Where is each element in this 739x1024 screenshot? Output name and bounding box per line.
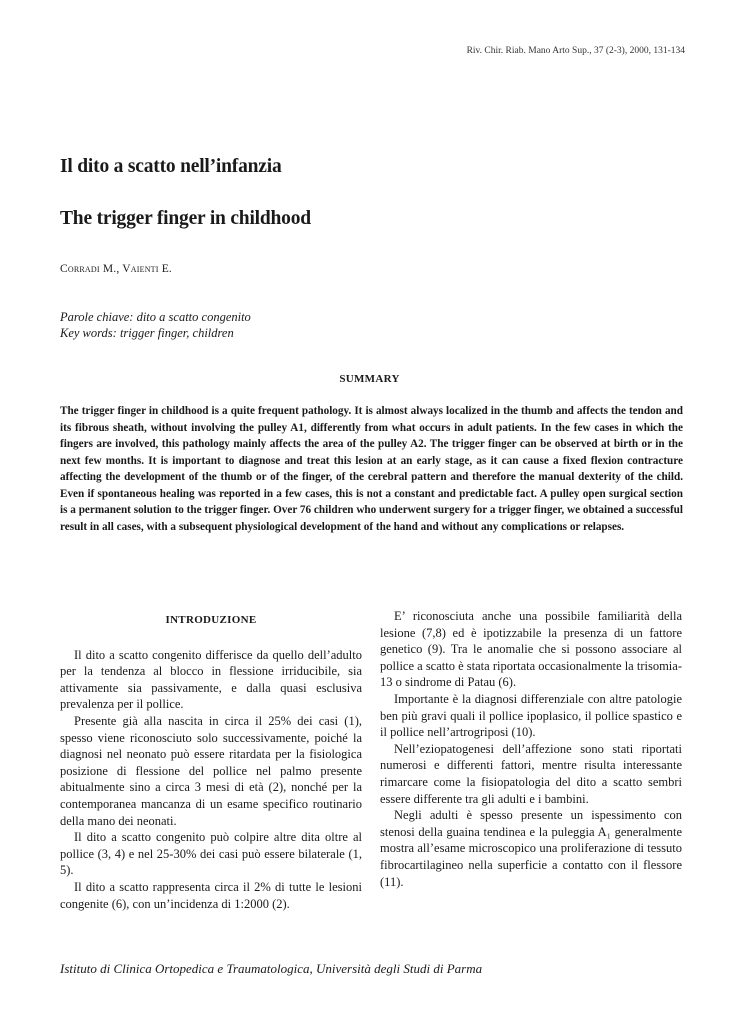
paragraph: Negli adulti è spesso presente un ispessimento con stenosi della guaina tendinea e la puleggia A₁ generalmente mostra all’esame microscopico una proliferazione di tessuto fibrocartilagineo nella superficie a contatto con il flessore (11). xyxy=(380,808,682,889)
paragraph: Importante è la diagnosi differenziale con altre patologie ben più gravi quali il pollice ipoplasico, il pollice spastico e il pollice nell’artrogriposi (10). xyxy=(380,691,682,740)
paragraph: Il dito a scatto congenito può colpire altre dita oltre al pollice (3, 4) e nel 25-30% dei casi può essere bilaterale (1, 5). xyxy=(60,830,362,878)
authors: Corradi M., Vaienti E. xyxy=(60,263,172,275)
paragraph: Il dito a scatto rappresenta circa il 2% di tutte le lesioni congenite (6), con un’incidenza di 1:2000 (2). xyxy=(60,879,362,911)
affiliation-footer: Istituto di Clinica Ortopedica e Traumatologica, Università degli Studi di Parma xyxy=(60,961,483,976)
keywords-italian: Parole chiave: dito a scatto congenito xyxy=(60,310,251,324)
paragraph: Nell’eziopatogenesi dell’affezione sono stati riportati numerosi e differenti fattori, mentre risulta interessante rimarcare come la fisiopatologia del dito a scatto sembri essere differente tra gli adulti e i bambini. xyxy=(380,741,682,806)
paragraph: Il dito a scatto congenito differisce da quello dell’adulto per la tendenza al blocco in flessione irriducibile, sia attivamente sia passivamente, e dalla quasi esclusiva prevalenza per il pollice. xyxy=(60,647,362,712)
section-heading-introduzione: INTRODUZIONE xyxy=(165,614,257,626)
running-head: Riv. Chir. Riab. Mano Arto Sup., 37 (2-3), 2000, 131-134 xyxy=(466,46,685,56)
keywords-block xyxy=(60,309,251,341)
paragraph: E’ riconosciuta anche una possibile familiarità della lesione (7,8) ed è ipotizzabile la presenza di un fattore genetico (9). Tra le anomalie che si possono associare al pollice a scatto è stata riportata occasionalmente la trisomia-13 o sindrome di Patau (6). xyxy=(380,609,682,690)
keywords-english: Key words: trigger finger, children xyxy=(60,326,234,340)
title-english: The trigger finger in childhood xyxy=(60,208,311,229)
title-italian: Il dito a scatto nell’infanzia xyxy=(60,156,282,177)
right-column xyxy=(380,608,682,890)
paragraph: Presente già alla nascita in circa il 25% dei casi (1), spesso viene riconosciuto solo successivamente, poiché la diagnosi nel neonato può essere ritardata per la fisiologica posizione di flessione del pollice nel palmo presente abitualmente sino a circa 3 mesi di età (2), nonché per la contemporanea mancanza di un esame specifico routinario della mano dei neonati. xyxy=(60,713,362,828)
summary-heading: SUMMARY xyxy=(339,373,400,385)
summary-text: The trigger finger in childhood is a quite frequent pathology. It is almost always localized in the thumb and affects the tendon and its fibrous sheath, without involving the pulley A1, differently from what occurs in adult patients. In the few cases in which the fingers are involved, this pathology mainly affects the area of the pulley A2. The trigger finger can be observed at birth or in the next few months. It is important to diagnose and treat this lesion at an early stage, as it can cause a fixed flexion contracture affecting the development of the thumb or of the finger, of the cerebral pattern and therefore the manual dexterity of the child. Even if spontaneous healing was reported in a few cases, this is not a constant and predictable fact. A pulley open surgical section is a permanent solution to the trigger finger. Over 76 children who underwent surgery for a trigger finger, we obtained a successful result in all cases, with a subsequent physiological development of the hand and without any complications or relapses. xyxy=(60,405,683,533)
left-column xyxy=(60,608,362,912)
